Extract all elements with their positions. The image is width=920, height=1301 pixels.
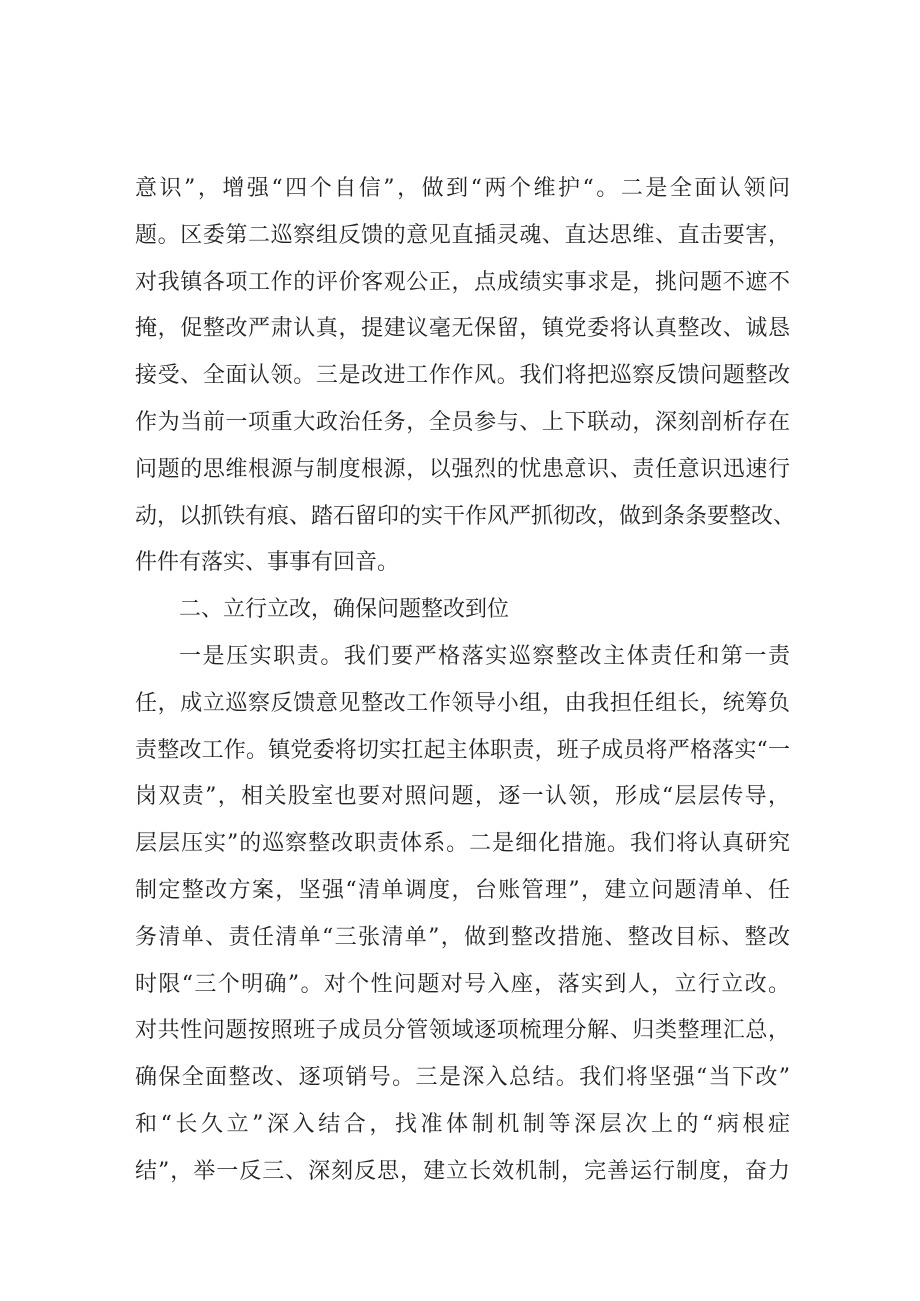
- text-line: 结”，举一反三、深刻反思，建立长效机制，完善运行制度，奋力: [135, 1158, 790, 1184]
- text-line: 和“长久立”深入结合，找准体制机制等深层次上的“病根症: [135, 1111, 790, 1137]
- text-line: 对我镇各项工作的评价客观公正，点成绩实事求是，挑问题不遮不: [135, 269, 790, 295]
- text-line: 掩，促整改严肃认真，提建议毫无保留，镇党委将认真整改、诚恳: [135, 316, 790, 342]
- text-line: 动，以抓铁有痕、踏石留印的实干作风严抓彻改，做到条条要整改、: [135, 503, 796, 529]
- text-line: 层层压实”的巡察整改职责体系。二是细化措施。我们将认真研究: [135, 831, 790, 857]
- text-line: 接受、全面认领。三是改进工作作风。我们将把巡察反馈问题整改: [135, 363, 790, 389]
- section-heading: 二、立行立改，确保问题整改到位: [179, 597, 510, 623]
- text-line: 责整改工作。镇党委将切实扛起主体职责，班子成员将严格落实“一: [135, 737, 790, 763]
- paragraph-2: [135, 634, 790, 1196]
- text-line: 制定整改方案，坚强“清单调度，台账管理”，建立问题清单、任: [135, 877, 790, 903]
- text-line: 对共性问题按照班子成员分管领域逐项梳理分解、归类整理汇总，: [135, 1018, 790, 1044]
- text-line: 件件有落实、事事有回音。: [135, 550, 400, 576]
- text-line: 问题的思维根源与制度根源，以强烈的忧患意识、责任意识迅速行: [135, 456, 790, 482]
- text-line: 题。区委第二巡察组反馈的意见直插灵魂、直达思维、直击要害，: [135, 222, 790, 248]
- text-line: 作为当前一项重大政治任务，全员参与、上下联动，深刻剖析存在: [135, 409, 790, 435]
- document-body: [135, 166, 796, 1196]
- text-line: 岗双责”，相关股室也要对照问题，逐一认领，形成“层层传导，: [135, 784, 790, 810]
- text-line: 务清单、责任清单“三张清单”，做到整改措施、整改目标、整改: [135, 924, 790, 950]
- text-line: 时限“三个明确”。对个性问题对号入座，落实到人，立行立改。: [135, 971, 790, 997]
- text-line: 确保全面整改、逐项销号。三是深入总结。我们将坚强“当下改”: [135, 1065, 790, 1091]
- paragraph-1: [135, 166, 796, 587]
- text-line: 意识”，增强“四个自信”，做到“两个维护“。二是全面认领问: [135, 176, 790, 201]
- text-line: 一是压实职责。我们要严格落实巡察整改主体责任和第一责: [179, 643, 790, 669]
- text-line: 任，成立巡察反馈意见整改工作领导小组，由我担任组长，统筹负: [135, 690, 790, 716]
